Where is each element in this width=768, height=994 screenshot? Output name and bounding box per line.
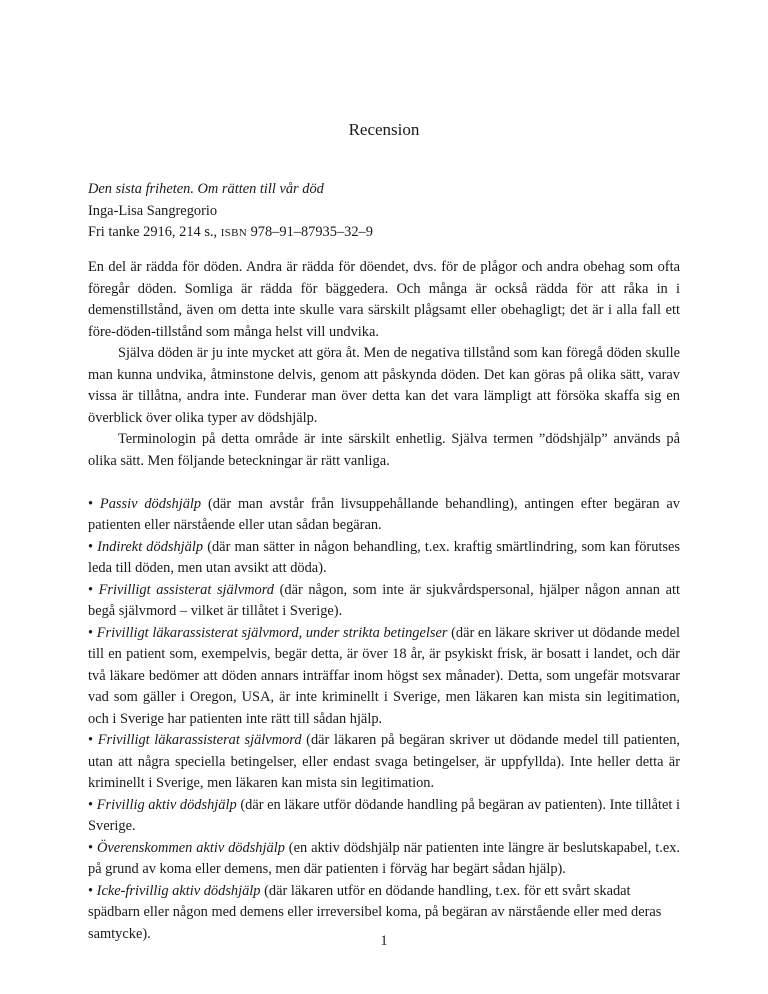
list-item-text: (där en läkare utför dödande handling på begäran av patienten). Inte tillåtet i Sverige.	[88, 796, 680, 834]
list-item-term: Frivilligt läkarassisterat självmord	[97, 732, 302, 748]
book-title: Den sista friheten. Om rätten till vår död	[88, 181, 324, 197]
paragraph: Terminologin på detta område är inte särskilt enhetlig. Själva termen ”dödshjälp” används på olika sätt. Men följande beteckningar är rätt vanliga.	[88, 431, 680, 469]
bullet-icon: •	[88, 882, 94, 899]
bullet-icon: •	[88, 538, 94, 555]
isbn-number: 978–91–87935–32–9	[250, 224, 373, 240]
bullet-icon: •	[88, 495, 94, 512]
review-body	[88, 257, 680, 945]
book-info	[88, 179, 680, 245]
list-item-term: Frivillig aktiv dödshjälp	[96, 796, 237, 813]
bullet-icon: •	[88, 839, 94, 856]
list-item-term: Frivilligt assisterat självmord	[98, 581, 274, 598]
bullet-icon: •	[88, 796, 94, 813]
page-number: 1	[380, 933, 388, 949]
paragraph: En del är rädda för döden. Andra är rädda för döendet, dvs. för de plågor och andra obehag som ofta föregår döden. Somliga är rädda för bäggedera. Och många är också rädda för att råka in i demenstillstånd, även om detta inte skulle vara särskilt plågsamt eller obehagligt; det är i alla fall ett före-döden-tillstånd som många helst vill undvika.	[88, 259, 680, 340]
document-page	[88, 0, 680, 994]
euthanasia-types-list	[88, 494, 680, 946]
list-item-term: Icke-frivillig aktiv dödshjälp	[96, 882, 261, 899]
list-item-term: Indirekt dödshjälp	[97, 538, 204, 555]
list-item-term: Överenskommen aktiv dödshjälp	[96, 839, 285, 856]
list-item-text: (där man sätter in någon behandling, t.ex. kraftig smärtlindring, som kan förutses leda till döden, men utan avsikt att döda).	[88, 538, 681, 576]
list-item	[88, 730, 680, 795]
list-item	[88, 795, 680, 838]
list-item-text: (där man avstår från livsuppehållande behandling), antingen efter begäran av patienten eller närstående eller utan sådan begäran.	[88, 495, 680, 533]
list-item: • Frivilligt läkarassisterat självmord, under strikta betingelser (där en läkare skriver ut dödande medel till en patient som, exempelvis, begär detta, är över 18 år, är psykiskt frisk, är bosatt i landet, och där två läkare bedömer att döden annars inträffar inom högst sex månader). Detta, som ungefär motsvarar vad som gäller i Oregon, USA, är inte kriminellt i Sverige, men läkaren kan mista sin legitimation, och i Sverige har patienten inte rätt till sådan hjälp.	[88, 624, 680, 727]
paragraph: Själva döden är ju inte mycket att göra åt. Men de negativa tillstånd som kan föregå döden skulle man kunna undvika, åtminstone delvis, genom att påskynda döden. Det kan göras på olika sätt, varav vissa är tillåtna, andra inte. Funderar man över detta kan det vara lämpligt att försöka skaffa sig en överblick över olika typer av dödshjälp.	[88, 345, 680, 426]
page-title: Recension	[348, 120, 420, 139]
bullet-icon: •	[88, 624, 94, 641]
list-item-text: (där läkaren på begäran skriver ut dödande medel till patienten, utan att några speciella betingelser, eller endast svaga betingelser, är uppfyllda). Inte heller detta är kriminellt i Sverige, men läkaren kan mista sin legitimation.	[88, 732, 680, 791]
list-item-term: Passiv dödshjälp	[99, 495, 202, 512]
list-item-text: (där någon, som inte är sjukvårdspersonal, hjälper någon annan att begå självmord – vilket är tillåtet i Sverige).	[88, 581, 680, 619]
list-item	[88, 838, 680, 881]
bullet-icon: •	[88, 581, 94, 598]
list-item	[88, 537, 680, 580]
book-author: Inga-Lisa Sangregorio	[88, 202, 218, 219]
bullet-icon: •	[88, 732, 94, 748]
list-item-text: (där läkaren utför en dödande handling, t.ex. för ett svårt skadat spädbarn eller någon med demens eller irreversibel koma, på begäran av närstående eller med deras samtycke).	[88, 882, 662, 942]
book-publication	[88, 222, 680, 245]
book-publisher-pages: Fri tanke 2916, 214 s.,	[88, 224, 218, 240]
list-item	[88, 494, 680, 537]
isbn-label: ISBN	[220, 227, 247, 239]
list-item-term: Frivilligt läkarassisterat självmord	[96, 624, 299, 641]
list-item-text: (där en läkare skriver ut dödande medel till en patient som, exempelvis, begär detta, är över 18 år, är psykiskt frisk, är bosatt i landet, och där två läkare bedömer att döden annars inträffar inom högst sex månader). Detta, som ungefär motsvarar vad som gäller i Oregon, USA, är inte kriminellt i Sverige, men läkaren kan mista sin legitimation, och i Sverige har patienten inte rätt till sådan hjälp.	[88, 624, 680, 727]
list-item-text: (en aktiv dödshjälp när patienten inte längre är beslutskapabel, t.ex. på grund av koma eller demens, men där patienten i förväg har begärt sådan hjälp).	[88, 839, 681, 877]
list-item	[88, 580, 680, 623]
list-item-term-qualifier: under strikta betingelser	[305, 624, 448, 641]
